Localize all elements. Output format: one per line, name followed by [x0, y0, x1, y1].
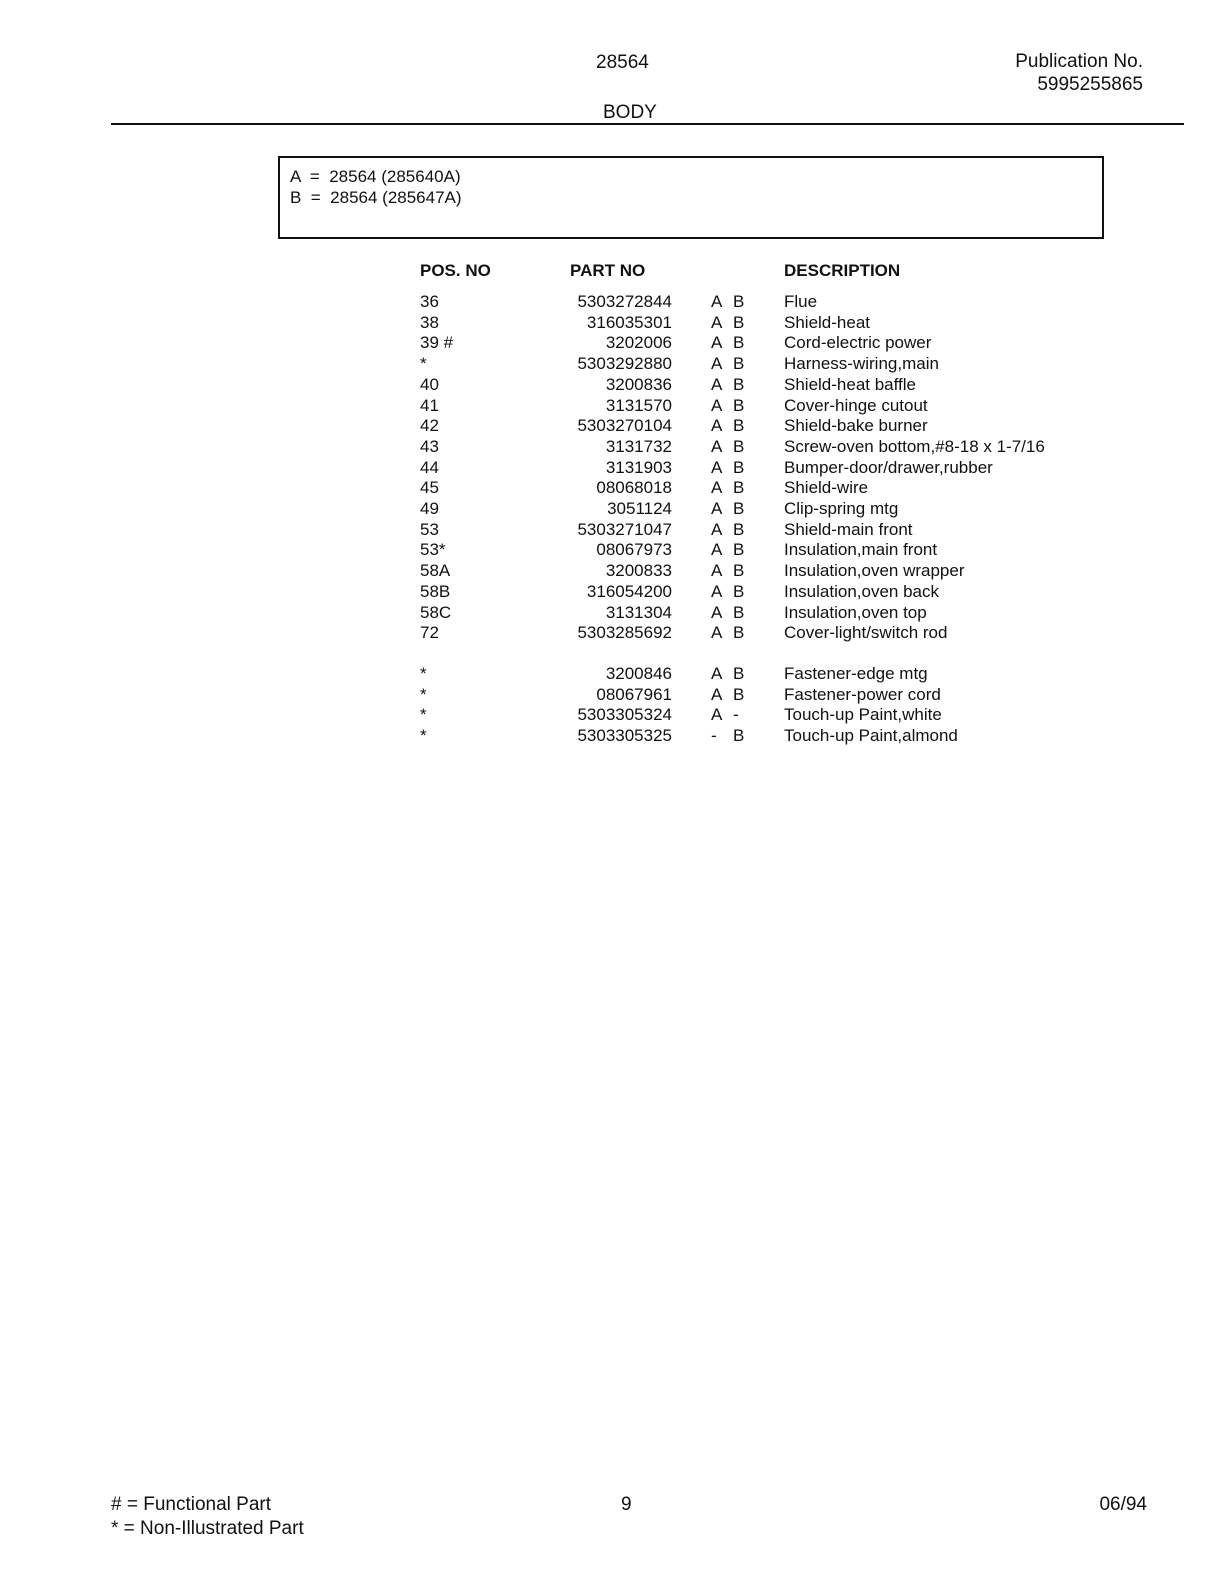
model-a-cell: A [711, 313, 723, 332]
part-number-cell: 3131304 [605, 603, 672, 622]
pos-cell: 38 [420, 313, 439, 332]
table-row [0, 396, 1224, 417]
model-b-cell: B [733, 354, 745, 373]
column-header-description: DESCRIPTION [784, 261, 901, 280]
non-illustrated-legend: * = Non-Illustrated Part [111, 1518, 304, 1539]
model-b-cell: B [733, 437, 745, 456]
column-header-part-no: PART NO [570, 261, 646, 280]
table-row [0, 354, 1224, 375]
description-cell: Shield-heat [784, 313, 871, 332]
model-b-cell: B [733, 396, 745, 415]
model-b-cell: B [733, 623, 745, 642]
description-cell: Flue [784, 292, 818, 311]
model-b-cell: B [733, 726, 745, 745]
description-cell: Cover-light/switch rod [784, 623, 948, 642]
model-b-cell: - [733, 705, 739, 724]
table-row [0, 726, 1224, 747]
model-a-cell: A [711, 561, 723, 580]
model-a-cell: A [711, 623, 723, 642]
model-b-cell: B [733, 499, 745, 518]
model-a-cell: A [711, 664, 723, 683]
part-number-cell: 5303285692 [577, 623, 672, 642]
part-number-cell: 3200833 [605, 561, 672, 580]
description-cell: Insulation,oven back [784, 582, 939, 601]
description-cell: Insulation,oven wrapper [784, 561, 965, 580]
part-number-cell: 5303271047 [577, 520, 672, 539]
model-a-cell: A [711, 478, 723, 497]
part-number-cell: 3202006 [605, 333, 672, 352]
publication-label: Publication No. [1015, 51, 1143, 72]
part-number-cell: 08067961 [596, 685, 672, 704]
model-b-cell: B [733, 685, 745, 704]
model-number: 28564 [596, 52, 649, 73]
functional-part-legend: # = Functional Part [111, 1494, 272, 1515]
description-cell: Clip-spring mtg [784, 499, 899, 518]
model-a-cell: A [711, 603, 723, 622]
pos-cell: 43 [420, 437, 439, 456]
pos-cell: * [420, 354, 427, 373]
part-number-cell: 316035301 [586, 313, 672, 332]
pos-cell: * [420, 685, 427, 704]
table-row [0, 623, 1224, 644]
model-b-cell: B [733, 375, 745, 394]
pos-cell: 36 [420, 292, 439, 311]
page-number: 9 [621, 1494, 632, 1515]
table-row [0, 705, 1224, 726]
table-row [0, 478, 1224, 499]
pos-cell: 58A [420, 561, 451, 580]
model-a-cell: A [711, 458, 723, 477]
part-number-cell: 5303270104 [577, 416, 672, 435]
description-cell: Fastener-power cord [784, 685, 941, 704]
part-number-cell: 5303292880 [577, 354, 672, 373]
pos-cell: 41 [420, 396, 439, 415]
part-number-cell: 5303305325 [577, 726, 672, 745]
model-a-cell: A [711, 396, 723, 415]
table-row [0, 313, 1224, 334]
model-b-cell: B [733, 313, 745, 332]
table-row [0, 499, 1224, 520]
model-a-cell: A [711, 416, 723, 435]
part-number-cell: 08068018 [596, 478, 672, 497]
model-b-cell: B [733, 582, 745, 601]
model-b-cell: B [733, 416, 745, 435]
pos-cell: 53* [420, 540, 446, 559]
table-row [0, 437, 1224, 458]
table-row [0, 520, 1224, 541]
part-number-cell: 3131903 [605, 458, 672, 477]
description-cell: Shield-heat baffle [784, 375, 917, 394]
table-row [0, 603, 1224, 624]
model-b-cell: B [733, 561, 745, 580]
table-row [0, 561, 1224, 582]
part-number-cell: 3131732 [605, 437, 672, 456]
pos-cell: 44 [420, 458, 439, 477]
model-b-cell: B [733, 478, 745, 497]
pos-cell: 58B [420, 582, 451, 601]
description-cell: Shield-main front [784, 520, 913, 539]
model-b-cell: B [733, 333, 745, 352]
section-title: BODY [603, 102, 657, 123]
model-b-cell: B [733, 292, 745, 311]
description-cell: Insulation,oven top [784, 603, 927, 622]
table-row [0, 685, 1224, 706]
pos-cell: 40 [420, 375, 439, 394]
model-b-cell: B [733, 603, 745, 622]
pos-cell: 58C [420, 603, 452, 622]
part-number-cell: 3200836 [605, 375, 672, 394]
part-number-cell: 316054200 [586, 582, 672, 601]
model-legend-box [278, 156, 1104, 239]
description-cell: Bumper-door/drawer,rubber [784, 458, 993, 477]
model-b-cell: B [733, 664, 745, 683]
model-a-cell: A [711, 582, 723, 601]
model-a-cell: A [711, 499, 723, 518]
part-number-cell: 08067973 [596, 540, 672, 559]
model-a-cell: A [711, 520, 723, 539]
table-row [0, 458, 1224, 479]
description-cell: Touch-up Paint,white [784, 705, 942, 724]
pos-cell: 42 [420, 416, 439, 435]
column-header-pos-no: POS. NO [420, 261, 491, 280]
legend-line-b: B = 28564 (285647A) [290, 188, 462, 207]
publication-number: 5995255865 [1037, 74, 1143, 95]
model-b-cell: B [733, 458, 745, 477]
part-number-cell: 5303305324 [577, 705, 672, 724]
description-cell: Screw-oven bottom,#8-18 x 1-7/16 [784, 437, 1045, 456]
pos-cell: 39 # [420, 333, 454, 352]
table-row [0, 664, 1224, 685]
model-b-cell: B [733, 520, 745, 539]
pos-cell: 45 [420, 478, 439, 497]
pos-cell: 72 [420, 623, 439, 642]
model-b-cell: B [733, 540, 745, 559]
table-row [0, 416, 1224, 437]
model-a-cell: A [711, 685, 723, 704]
revision-date: 06/94 [1099, 1494, 1147, 1515]
description-cell: Shield-wire [784, 478, 869, 497]
part-number-cell: 3200846 [605, 664, 672, 683]
description-cell: Insulation,main front [784, 540, 938, 559]
model-a-cell: A [711, 540, 723, 559]
description-cell: Touch-up Paint,almond [784, 726, 958, 745]
model-a-cell: A [711, 375, 723, 394]
part-number-cell: 5303272844 [577, 292, 672, 311]
part-number-cell: 3051124 [607, 499, 672, 518]
table-row [0, 540, 1224, 561]
model-a-cell: A [711, 705, 723, 724]
pos-cell: * [420, 664, 427, 683]
pos-cell: 49 [420, 499, 439, 518]
table-row [0, 292, 1224, 313]
pos-cell: * [420, 726, 427, 745]
description-cell: Shield-bake burner [784, 416, 928, 435]
model-a-cell: A [711, 354, 723, 373]
description-cell: Fastener-edge mtg [784, 664, 928, 683]
part-number-cell: 3131570 [605, 396, 672, 415]
model-a-cell: A [711, 292, 723, 311]
pos-cell: * [420, 705, 427, 724]
pos-cell: 53 [420, 520, 439, 539]
table-row [0, 333, 1224, 354]
description-cell: Harness-wiring,main [784, 354, 939, 373]
table-row [0, 582, 1224, 603]
model-a-cell: A [711, 437, 723, 456]
table-row [0, 375, 1224, 396]
description-cell: Cover-hinge cutout [784, 396, 928, 415]
model-a-cell: - [711, 726, 717, 745]
header-divider [111, 123, 1184, 125]
description-cell: Cord-electric power [784, 333, 932, 352]
model-a-cell: A [711, 333, 723, 352]
legend-line-a: A = 28564 (285640A) [290, 167, 461, 186]
